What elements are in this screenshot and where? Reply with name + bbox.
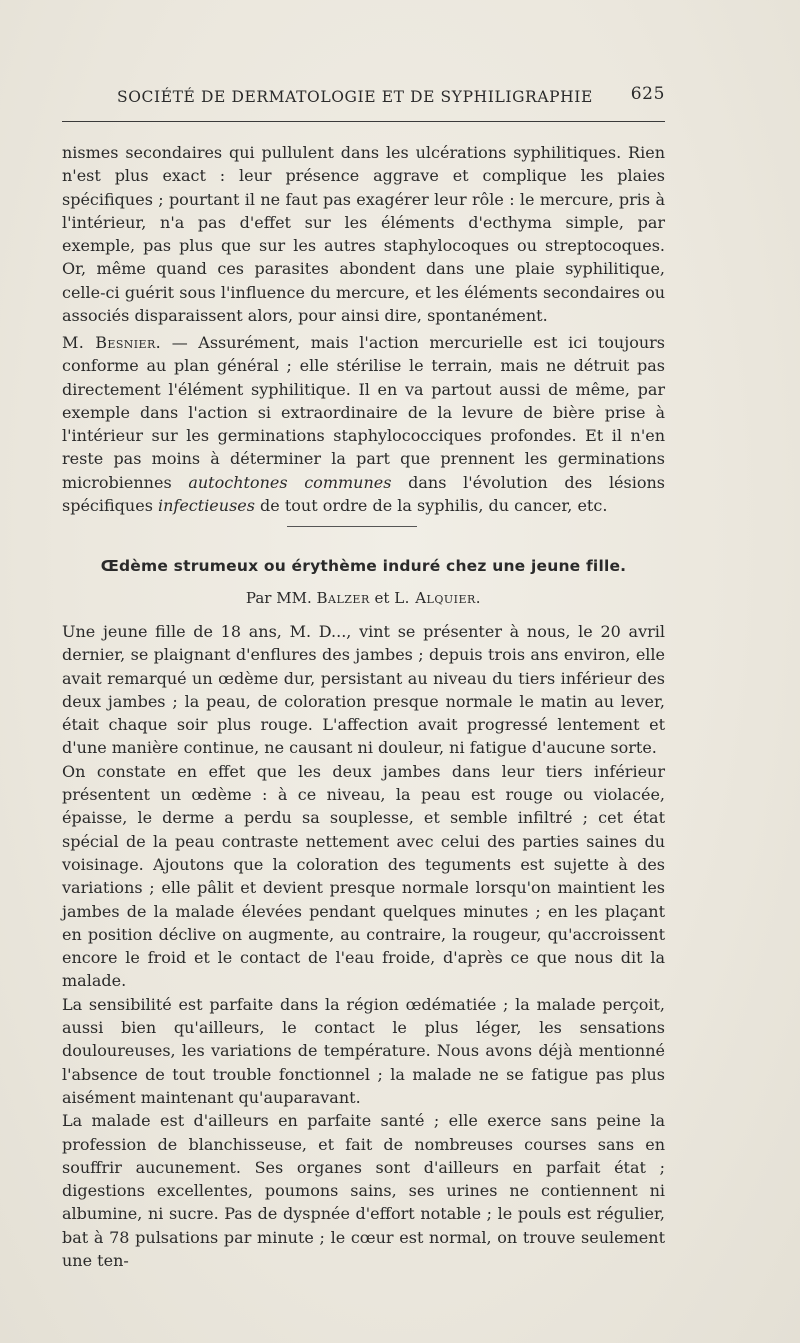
italic-term: infectieuses: [157, 496, 255, 516]
paragraph: La sensibilité est parfaite dans la région œdématiée ; la malade perçoit, aussi bien qu'ailleurs, le contact le plus léger, les sensations douloureuses, les variations de température. Nous avons déjà mentionné l'absence de tout trouble fonctionnel ; la malade ne se fatigue pas plus aisément maintenant qu'auparavant.: [62, 994, 665, 1107]
authors-prefix: Par MM.: [245, 589, 312, 607]
article-body: [62, 620, 665, 1272]
paragraph: nismes secondaires qui pullulent dans les ulcérations syphilitiques. Rien n'est plus exact : leur présence aggrave et complique les plaies spécifiques ; pourtant il ne faut pas exagérer leur rôle : le mercure, pris à l'intérieur, n'a pas d'effet sur les éléments d'ecthyma simple, par exemple, pas plus que sur les autres staphylocoques ou streptocoques. Or, même quand ces parasites abondent dans une plaie syphilitique, celle-ci guérit sous l'influence du mercure, et les éléments secondaires ou associés disparaissent alors, pour ainsi dire, spontanément.: [62, 143, 665, 326]
paragraph: [62, 331, 665, 517]
page-number: 625: [630, 84, 665, 104]
article-title: Œdème strumeux ou érythème induré chez une jeune fille.: [100, 557, 627, 575]
author-name: L. Alquier.: [394, 589, 482, 607]
text-run: dans l'évolution des lésions spécifiques: [62, 472, 666, 516]
text-run: de tout ordre de la syphilis, du cancer, etc.: [254, 496, 608, 516]
speaker-name: M. Besnier.: [62, 333, 162, 352]
paragraph: On constate en effet que les deux jambes dans leur tiers inférieur présentent un œdème : à ce niveau, la peau est rouge ou violacée, épaisse, le derme a perdu sa souplesse, et semble infiltré ; cet état spécial de la peau contraste nettement avec celui des parties saines du voisinage. Ajoutons que la coloration des teguments est sujette à des variations ; elle pâlit et devient presque normale lorsqu'on maintient les jambes de la malade élevées pendant quelques minutes ; en les plaçant en position déclive on augmente, au contraire, la rougeur, qu'accroissent encore le froid et le contact de l'eau froide, d'après ce que nous dit la malade.: [62, 761, 665, 991]
article-authors: [62, 589, 665, 607]
section-divider: [287, 526, 417, 527]
authors-and: et: [374, 589, 390, 607]
header-rule: [62, 121, 665, 122]
running-header: [62, 84, 665, 112]
text-run: — Assurément, mais l'action mercurielle est ici toujours conforme au plan général ; elle stérilise le terrain, mais ne détruit pas directement l'élément syphilitique. Il en va partout aussi de même, par exemple dans l'action si extraordinaire de la levure de bière prise à l'intérieur sur les germinations staphylococciques profondes. Et il n'en reste pas moins à déterminer la part que prennent les germinations microbiennes: [62, 333, 665, 492]
running-title: SOCIÉTÉ DE DERMATOLOGIE ET DE SYPHILIGRAPHIE: [117, 88, 593, 106]
italic-term: autochtones communes: [188, 472, 392, 492]
paragraph: La malade est d'ailleurs en parfaite santé ; elle exerce sans peine la profession de blanchisseuse, et fait de nombreuses courses sans en souffrir aucunement. Ses organes sont d'ailleurs en parfait état ; digestions excellentes, poumons sains, ses urines ne contiennent ni albumine, ni sucre. Pas de dyspnée d'effort notable ; le pouls est régulier, bat à 78 pulsations par minute ; le cœur est normal, on trouve seulement une ten-: [62, 1111, 665, 1271]
author-name: Balzer: [316, 589, 370, 607]
besnier-remark: [62, 331, 665, 517]
paragraph: Une jeune fille de 18 ans, M. D..., vint se présenter à nous, le 20 avril dernier, se plaignant d'enflures des jambes ; depuis trois ans environ, elle avait remarqué un œdème dur, persistant au niveau du tiers inférieur des deux jambes ; la peau, de coloration presque normale le matin au lever, était chaque soir plus rouge. L'affection avait progressé lentement et d'une manière continue, ne causant ni douleur, ni fatigue d'aucune sorte.: [62, 622, 665, 758]
continued-discussion: [62, 141, 665, 327]
